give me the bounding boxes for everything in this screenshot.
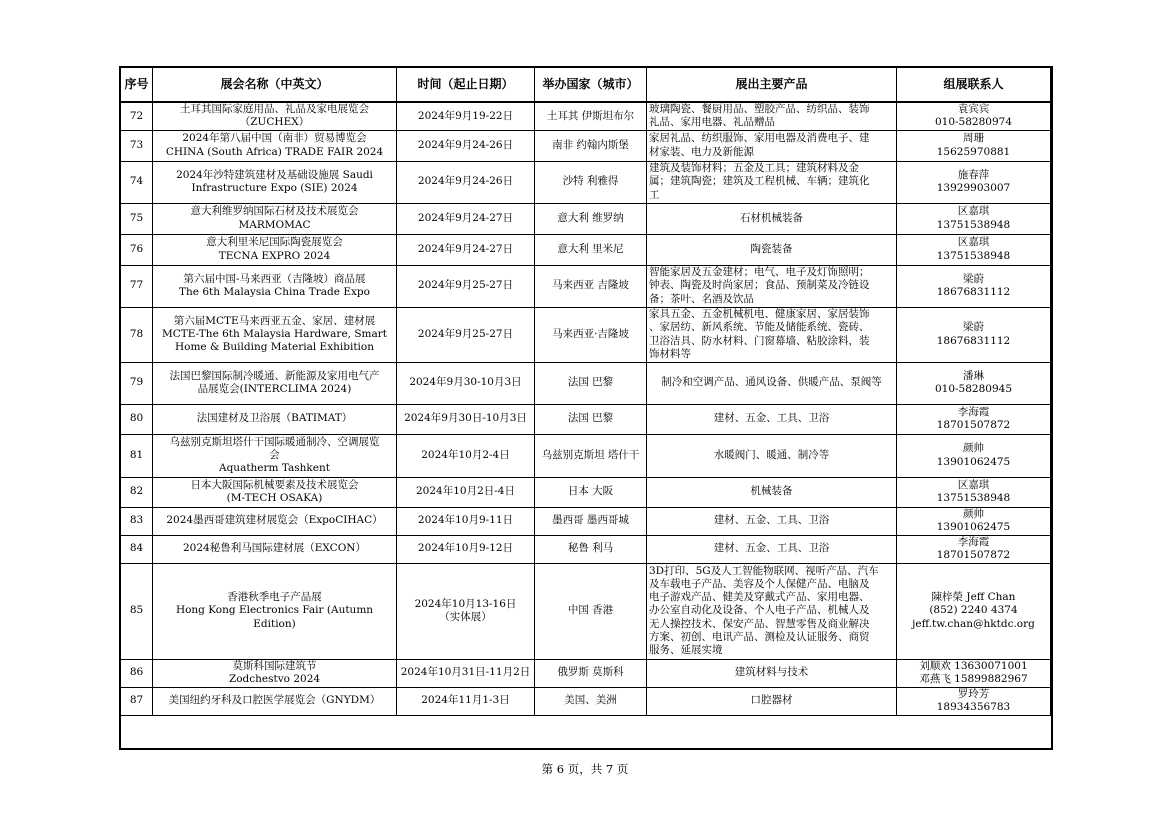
cell-products-line: 办公室自动化及设备、个人电子产品、机械人及: [649, 604, 870, 617]
cell-name-line: 日本大阪国际机械要素及技术展览会: [190, 478, 359, 491]
cell-time: [397, 307, 535, 362]
cell-country: 土耳其 伊斯坦布尔: [535, 102, 647, 130]
cell-products: [647, 161, 897, 203]
cell-products-line: 饰材料等: [649, 347, 691, 360]
cell-products-line: 备；茶叶、名酒及饮品: [649, 292, 754, 305]
cell-time: [397, 659, 535, 687]
cell-products: [647, 535, 897, 563]
cell-name-line: 2024墨西哥建筑建材展览会（ExpoCIHAC）: [166, 514, 383, 527]
cell-time: [397, 265, 535, 307]
cell-contact-line: 周珊: [963, 132, 984, 145]
cell-name-line: Hong Kong Electronics Fair (Autumn: [175, 604, 374, 617]
cell-products: [647, 234, 897, 265]
cell-time-line: 2024年10月31日-11月2日: [400, 666, 531, 679]
cell-time-line: 2024年11月1-3日: [421, 694, 510, 707]
table-row: [121, 130, 1051, 161]
cell-name-line: 2024年第八届中国（南非）贸易博览会: [182, 132, 367, 145]
cell-country: 俄罗斯 莫斯科: [535, 659, 647, 687]
cell-time: [397, 161, 535, 203]
cell-name-line: 意大利里米尼国际陶瓷展览会: [206, 236, 343, 249]
cell-contact-line: 陳梓榮 Jeff Chan: [931, 591, 1016, 604]
cell-products-line: 口腔器材: [750, 694, 793, 707]
cell-no: 78: [121, 307, 153, 362]
exhibition-table: [120, 67, 1051, 716]
cell-name: [153, 404, 397, 434]
cell-products-line: 工: [649, 188, 660, 201]
cell-name-line: 土耳其国际家庭用品、礼品及家电展览会: [180, 103, 369, 116]
cell-no: 73: [121, 130, 153, 161]
cell-time-line: 2024年10月2-4日: [421, 448, 510, 461]
cell-no: 85: [121, 563, 153, 659]
cell-country: 美国、美洲: [535, 687, 647, 715]
cell-products-line: 陶瓷装备: [750, 242, 793, 255]
cell-name-line: 乌兹别克斯坦塔什干国际暖通制冷、空调展览: [169, 435, 380, 448]
cell-products-line: 及车载电子产品、美容及个人保健产品、电脑及: [649, 578, 870, 591]
cell-time: [397, 434, 535, 477]
cell-contact: [897, 659, 1051, 687]
cell-contact-line: 颜帅: [963, 442, 984, 455]
table-row: [121, 203, 1051, 234]
cell-products-line: 机械装备: [750, 485, 793, 498]
cell-name-line: TECNA EXPRO 2024: [218, 249, 331, 262]
header-country: 举办国家（城市）: [535, 68, 647, 103]
cell-name: [153, 659, 397, 687]
cell-name-line: Aquatherm Tashkent: [219, 462, 330, 475]
cell-name-line: MARMOMAC: [238, 218, 311, 231]
table-row: [121, 234, 1051, 265]
cell-contact: [897, 102, 1051, 130]
cell-contact-line: 李海霞: [957, 535, 990, 548]
cell-name: [153, 102, 397, 130]
cell-time-line: 2024年9月25-27日: [417, 279, 514, 292]
cell-country: 中国 香港: [535, 563, 647, 659]
cell-contact-line: 13901062475: [936, 521, 1011, 533]
cell-name: [153, 477, 397, 507]
cell-name: [153, 434, 397, 477]
cell-contact: [897, 234, 1051, 265]
cell-time: [397, 507, 535, 535]
cell-time: [397, 362, 535, 404]
cell-contact: [897, 535, 1051, 563]
cell-contact-line: 18676831112: [936, 286, 1011, 298]
cell-name-line: 第六届MCTE马来西亚五金、家居、建材展: [173, 314, 376, 327]
cell-time-line: 2024年10月13-16日: [414, 597, 517, 610]
cell-products-line: 建材、五金、工具、卫浴: [713, 514, 830, 527]
cell-products: [647, 130, 897, 161]
cell-contact: [897, 161, 1051, 203]
table-row: [121, 161, 1051, 203]
cell-products-line: 家居礼品、纺织服饰、家用电器及消费电子、建: [649, 132, 870, 145]
cell-contact-line: 潘琳: [963, 369, 984, 382]
cell-contact: [897, 307, 1051, 362]
cell-name: [153, 130, 397, 161]
cell-time-line: 2024年10月9-12日: [417, 542, 514, 555]
cell-products-line: 属；建筑陶瓷；建筑及工程机械、车辆；建筑化: [649, 175, 870, 188]
header-no: 序号: [121, 68, 153, 103]
cell-name-line: (M-TECH OSAKA): [226, 492, 323, 504]
header-time: 时间（起止日期）: [397, 68, 535, 103]
cell-name: [153, 203, 397, 234]
cell-products: [647, 404, 897, 434]
cell-contact: [897, 130, 1051, 161]
cell-contact-line: 13751538948: [936, 249, 1011, 262]
cell-contact-line: 18701507872: [936, 419, 1011, 431]
cell-time: [397, 130, 535, 161]
cell-no: 81: [121, 434, 153, 477]
cell-products-line: 玻璃陶瓷、餐厨用品、塑胶产品、纺织品、装饰: [649, 103, 870, 116]
cell-name: [153, 535, 397, 563]
cell-name: [153, 563, 397, 659]
table-row: [121, 507, 1051, 535]
cell-products-line: 建材、五金、工具、卫浴: [713, 542, 830, 555]
cell-time-line: 2024年9月19-22日: [417, 109, 514, 122]
cell-products-line: 服务、延展实境: [649, 643, 723, 656]
cell-no: 86: [121, 659, 153, 687]
cell-contact: [897, 563, 1051, 659]
cell-time: [397, 563, 535, 659]
cell-no: 77: [121, 265, 153, 307]
cell-contact-line: 18676831112: [936, 334, 1011, 347]
cell-country: 乌兹别克斯坦 塔什干: [535, 434, 647, 477]
cell-time-line: 2024年9月24-26日: [417, 175, 514, 188]
cell-products: [647, 362, 897, 404]
cell-products-line: 家具五金、五金机械机电、健康家居、家居装饰: [649, 308, 870, 321]
cell-name-line: Home & Building Material Exhibition: [175, 341, 374, 354]
cell-contact: [897, 434, 1051, 477]
cell-name: [153, 507, 397, 535]
cell-time-line: 2024年10月2日-4日: [416, 485, 515, 498]
cell-country: 秘鲁 利马: [535, 535, 647, 563]
header-products: 展出主要产品: [647, 68, 897, 103]
cell-no: 75: [121, 203, 153, 234]
cell-contact-line: 010-58280974: [934, 116, 1013, 129]
cell-products-line: 建筑材料与技术: [734, 666, 809, 679]
cell-name-line: 品展览会(INTERCLIMA 2024): [197, 383, 352, 395]
cell-products: [647, 687, 897, 715]
cell-name-line: Zodchestvo 2024: [228, 673, 321, 685]
cell-contact-line: 15625970881: [936, 145, 1011, 158]
cell-contact-line: 13751538948: [936, 492, 1011, 504]
cell-time: [397, 477, 535, 507]
table-row: [121, 535, 1051, 563]
cell-contact: [897, 507, 1051, 535]
table-row: [121, 307, 1051, 362]
cell-contact-line: 区嘉琪: [957, 205, 990, 218]
table-row: [121, 362, 1051, 404]
cell-products-line: 建筑及装饰材料；五金及工具；建筑材料及金: [649, 162, 859, 175]
cell-name: [153, 307, 397, 362]
cell-products: [647, 507, 897, 535]
cell-time-line: 2024年9月30-10月3日: [409, 376, 522, 389]
cell-contact-line: 18701507872: [936, 549, 1011, 561]
cell-name-line: 法国巴黎国际制冷暖通、新能源及家用电气产: [169, 369, 380, 382]
cell-products-line: 方案、初创、电讯产品、测检及认证服务、商贸: [649, 630, 870, 643]
cell-country: 意大利 维罗纳: [535, 203, 647, 234]
cell-name-line: 法国建材及卫浴展（BATIMAT）: [196, 412, 353, 425]
cell-contact-line: 区嘉琪: [957, 236, 990, 249]
cell-time: [397, 535, 535, 563]
cell-no: 87: [121, 687, 153, 715]
cell-name-line: 莫斯科国际建筑节: [232, 659, 317, 672]
cell-no: 84: [121, 535, 153, 563]
cell-products-line: 制冷和空调产品、通风设备、供暖产品、泵阀等: [661, 376, 882, 389]
cell-name: [153, 265, 397, 307]
cell-products-line: 、家居纺、新风系统、节能及储能系统、瓷砖、: [649, 321, 870, 334]
cell-products: [647, 265, 897, 307]
cell-name-line: MCTE-The 6th Malaysia Hardware, Smart: [161, 327, 387, 340]
cell-contact-line: 李海霞: [957, 405, 990, 418]
table-row: [121, 434, 1051, 477]
cell-products: [647, 563, 897, 659]
cell-contact-line: 施春萍: [957, 168, 990, 181]
cell-products-line: 钟表、陶瓷及时尚家居；食品、预制菜及冷链设: [649, 279, 870, 292]
page-footer: 第 6 页，共 7 页: [541, 762, 629, 776]
cell-country: 法国 巴黎: [535, 362, 647, 404]
cell-name-line: Edition): [253, 617, 296, 630]
cell-products: [647, 307, 897, 362]
cell-products-line: 建材、五金、工具、卫浴: [713, 412, 830, 425]
cell-time-line: 2024年10月9-11日: [417, 514, 514, 527]
cell-contact-line: 010-58280945: [934, 383, 1013, 395]
header-row: [121, 68, 1051, 103]
cell-contact-line: 区嘉琪: [957, 478, 990, 491]
cell-products-line: 水暖阀门、暖通、制冷等: [713, 448, 830, 461]
cell-time-line: 2024年9月25-27日: [417, 327, 514, 340]
cell-name-line: （ZUCHEX）: [239, 116, 310, 129]
table-row: [121, 265, 1051, 307]
table-row: [121, 563, 1051, 659]
table-row: [121, 102, 1051, 130]
cell-products-line: 电子游戏产品、健美及穿戴式产品、家用电器、: [649, 591, 870, 604]
header-name: 展会名称（中英文）: [153, 68, 397, 103]
cell-products-line: 卫浴洁具、防水材料、门窗幕墙、粘胶涂料，装: [649, 334, 870, 347]
cell-time-line: （实体展）: [439, 611, 492, 623]
cell-country: 沙特 利雅得: [535, 161, 647, 203]
cell-name: [153, 234, 397, 265]
table-row: [121, 659, 1051, 687]
cell-products: [647, 434, 897, 477]
cell-country: 马来西亚·吉隆坡: [535, 307, 647, 362]
table-row: [121, 477, 1051, 507]
cell-contact-line: jeff.tw.chan@hktdc.org: [912, 617, 1035, 630]
cell-no: 82: [121, 477, 153, 507]
cell-country: 法国 巴黎: [535, 404, 647, 434]
table-row: [121, 404, 1051, 434]
cell-name: [153, 161, 397, 203]
cell-products-line: 礼品、家用电器、礼品赠品: [649, 116, 775, 129]
cell-name: [153, 362, 397, 404]
table-row: [121, 687, 1051, 715]
cell-name-line: 2024秘鲁利马国际建材展（EXCON）: [182, 542, 366, 555]
cell-time: [397, 203, 535, 234]
cell-contact-line: 梁蔚: [963, 272, 984, 285]
cell-contact: [897, 687, 1051, 715]
cell-products: [647, 659, 897, 687]
cell-time: [397, 404, 535, 434]
cell-contact: [897, 265, 1051, 307]
cell-contact: [897, 362, 1051, 404]
cell-contact-line: (852) 2240 4374: [929, 604, 1018, 617]
cell-products: [647, 102, 897, 130]
cell-contact-line: 18934356783: [936, 701, 1011, 713]
cell-products-line: 石材机械装备: [740, 211, 803, 224]
cell-time: [397, 234, 535, 265]
cell-contact-line: 梁蔚: [963, 321, 984, 334]
cell-country: 墨西哥 墨西哥城: [535, 507, 647, 535]
cell-name-line: CHINA (South Africa) TRADE FAIR 2024: [165, 145, 384, 158]
cell-contact-line: 13929903007: [936, 182, 1011, 194]
cell-name-line: 美国纽约牙科及口腔医学展览会（GNYDM）: [168, 694, 381, 707]
cell-contact: [897, 404, 1051, 434]
cell-time-line: 2024年9月24-27日: [417, 242, 514, 255]
cell-products-line: 无人操控技术、保安产品、智慧零售及商业解决: [649, 617, 870, 630]
cell-products: [647, 477, 897, 507]
cell-name-line: 香港秋季电子产品展: [227, 591, 322, 604]
cell-name-line: Infrastructure Expo (SIE) 2024: [191, 182, 358, 194]
cell-name-line: 2024年沙特建筑建材及基础设施展 Saudi: [176, 168, 373, 181]
cell-time-line: 2024年9月24-27日: [417, 211, 514, 224]
cell-no: 83: [121, 507, 153, 535]
cell-country: 马来西亚 吉隆坡: [535, 265, 647, 307]
cell-time-line: 2024年9月24-26日: [417, 138, 514, 151]
cell-contact-line: 13751538948: [936, 218, 1011, 231]
cell-contact-line: 袁宾宾: [957, 103, 990, 116]
cell-name-line: 会: [269, 448, 280, 461]
cell-contact-line: 邓燕飞 15899882967: [919, 673, 1028, 685]
cell-no: 72: [121, 102, 153, 130]
header-contact: 组展联系人: [897, 68, 1051, 103]
cell-name-line: The 6th Malaysia China Trade Expo: [179, 286, 370, 298]
cell-no: 74: [121, 161, 153, 203]
cell-contact: [897, 477, 1051, 507]
cell-contact-line: 刘顺欢 13630071001: [919, 659, 1028, 672]
cell-products: [647, 203, 897, 234]
cell-time-line: 2024年9月30日-10月3日: [404, 412, 527, 425]
cell-name-line: 意大利维罗纳国际石材及技术展览会: [190, 205, 359, 218]
cell-country: 日本 大阪: [535, 477, 647, 507]
cell-contact-line: 颜帅: [963, 507, 984, 520]
cell-country: 意大利 里米尼: [535, 234, 647, 265]
cell-time: [397, 102, 535, 130]
cell-products-line: 材家装、电力及新能源: [649, 145, 754, 158]
cell-name: [153, 687, 397, 715]
cell-name-line: 第六届中国-马来西亚（吉隆坡）商品展: [183, 272, 366, 285]
cell-products-line: 3D打印、5G及人工智能物联网、视听产品、汽车: [649, 565, 879, 578]
cell-contact: [897, 203, 1051, 234]
cell-country: 南非 约翰内斯堡: [535, 130, 647, 161]
cell-contact-line: 13901062475: [936, 455, 1011, 468]
cell-products-line: 智能家居及五金建材；电气、电子及灯饰照明；: [649, 266, 870, 279]
cell-no: 76: [121, 234, 153, 265]
cell-contact-line: 罗玲芳: [957, 687, 990, 700]
cell-no: 80: [121, 404, 153, 434]
cell-no: 79: [121, 362, 153, 404]
cell-time: [397, 687, 535, 715]
